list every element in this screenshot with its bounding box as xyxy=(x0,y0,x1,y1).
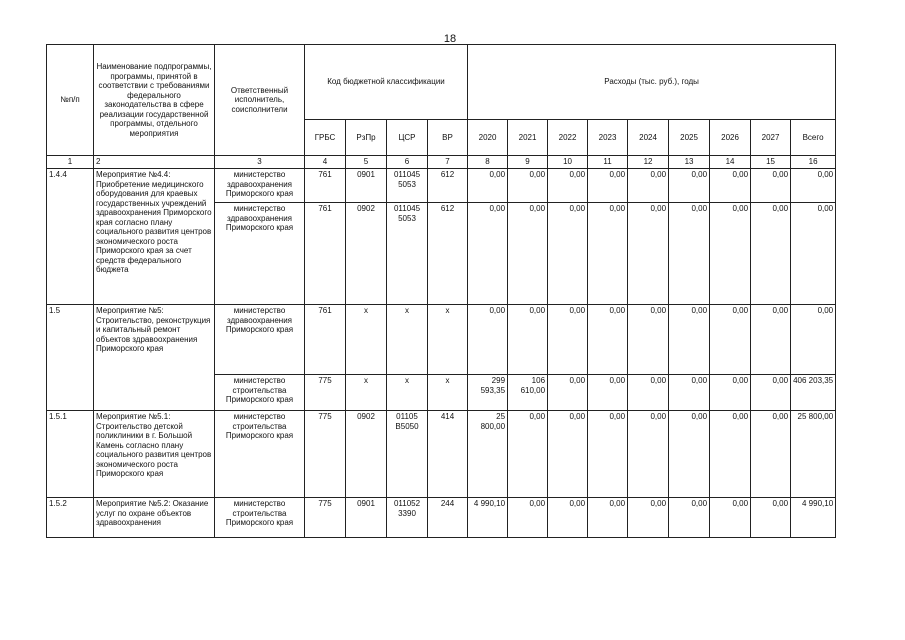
header-year: 2024 xyxy=(628,120,669,156)
row-total: 4 990,10 xyxy=(791,498,836,538)
row-rzpr: 0901 xyxy=(346,498,387,538)
row-value: 0,00 xyxy=(628,203,669,305)
row-value: 0,00 xyxy=(548,203,588,305)
row-value: 0,00 xyxy=(588,169,628,203)
row-executor: министерство строительства Приморского края xyxy=(215,411,305,498)
header-grbs: ГРБС xyxy=(305,120,346,156)
row-executor: министерство здравоохранения Приморского края xyxy=(215,169,305,203)
row-value: 0,00 xyxy=(548,169,588,203)
row-csr: 011045 5053 xyxy=(387,169,428,203)
column-number: 6 xyxy=(387,156,428,169)
row-rzpr: x xyxy=(346,305,387,375)
table-row xyxy=(47,498,836,538)
row-number: 1.4.4 xyxy=(47,169,94,305)
row-value: 0,00 xyxy=(669,498,710,538)
row-value: 0,00 xyxy=(628,375,669,411)
column-number: 7 xyxy=(428,156,468,169)
row-value: 0,00 xyxy=(669,375,710,411)
row-value: 4 990,10 xyxy=(468,498,508,538)
row-name: Мероприятие №5.1: Строительство детской поликлиники в г. Большой Камень согласно плану социального развития центров экономического роста Приморского края xyxy=(94,411,215,498)
header-expenses: Расходы (тыс. руб.), годы xyxy=(468,45,836,120)
column-number: 11 xyxy=(588,156,628,169)
header-csr: ЦСР xyxy=(387,120,428,156)
header-total: Всего xyxy=(791,120,836,156)
column-number: 12 xyxy=(628,156,669,169)
column-number: 8 xyxy=(468,156,508,169)
column-number: 1 xyxy=(47,156,94,169)
row-value: 25 800,00 xyxy=(468,411,508,498)
row-value: 0,00 xyxy=(669,203,710,305)
row-csr: 01105 В5050 xyxy=(387,411,428,498)
row-executor: министерство строительства Приморского края xyxy=(215,375,305,411)
row-value: 0,00 xyxy=(548,305,588,375)
row-rzpr: 0902 xyxy=(346,203,387,305)
row-vr: x xyxy=(428,305,468,375)
table-row xyxy=(47,169,836,203)
header-rzpr: РзПр xyxy=(346,120,387,156)
row-csr: x xyxy=(387,375,428,411)
row-value: 0,00 xyxy=(751,203,791,305)
row-total: 0,00 xyxy=(791,305,836,375)
row-grbs: 761 xyxy=(305,305,346,375)
row-csr: x xyxy=(387,305,428,375)
row-number: 1.5.1 xyxy=(47,411,94,498)
row-grbs: 775 xyxy=(305,411,346,498)
row-value: 0,00 xyxy=(751,305,791,375)
row-executor: министерство здравоохранения Приморского края xyxy=(215,305,305,375)
column-number: 13 xyxy=(669,156,710,169)
header-name: Наименование подпрограммы, программы, принятой в соответствии с требованиями федерального законодательства в сфере реализации государственной программы, отдельного мероприятия xyxy=(94,45,215,156)
row-number: 1.5.2 xyxy=(47,498,94,538)
row-value: 0,00 xyxy=(468,203,508,305)
row-executor: министерство строительства Приморского края xyxy=(215,498,305,538)
row-vr: 612 xyxy=(428,203,468,305)
row-value: 0,00 xyxy=(669,411,710,498)
row-csr: 011052 3390 xyxy=(387,498,428,538)
row-value: 0,00 xyxy=(710,305,751,375)
row-value: 0,00 xyxy=(751,375,791,411)
row-vr: x xyxy=(428,375,468,411)
table-row xyxy=(47,305,836,375)
row-rzpr: x xyxy=(346,375,387,411)
header-year: 2021 xyxy=(508,120,548,156)
row-csr: 011045 5053 xyxy=(387,203,428,305)
column-number: 10 xyxy=(548,156,588,169)
row-value: 0,00 xyxy=(751,169,791,203)
row-value: 0,00 xyxy=(588,498,628,538)
row-name: Мероприятие №5: Строительство, реконструкция и капитальный ремонт объектов здравоохранения Приморского края xyxy=(94,305,215,411)
row-value: 0,00 xyxy=(508,305,548,375)
row-total: 25 800,00 xyxy=(791,411,836,498)
row-value: 0,00 xyxy=(710,375,751,411)
row-value: 106 610,00 xyxy=(508,375,548,411)
row-value: 0,00 xyxy=(669,169,710,203)
row-value: 0,00 xyxy=(548,411,588,498)
header-no: №п/п xyxy=(47,45,94,156)
table-row xyxy=(47,411,836,498)
row-value: 0,00 xyxy=(710,169,751,203)
row-vr: 244 xyxy=(428,498,468,538)
row-grbs: 775 xyxy=(305,375,346,411)
row-grbs: 761 xyxy=(305,169,346,203)
column-number: 14 xyxy=(710,156,751,169)
column-number: 9 xyxy=(508,156,548,169)
row-value: 0,00 xyxy=(468,305,508,375)
row-value: 0,00 xyxy=(508,498,548,538)
header-vr: ВР xyxy=(428,120,468,156)
row-total: 0,00 xyxy=(791,169,836,203)
row-grbs: 775 xyxy=(305,498,346,538)
header-year: 2023 xyxy=(588,120,628,156)
row-vr: 414 xyxy=(428,411,468,498)
budget-table xyxy=(46,44,836,538)
row-value: 0,00 xyxy=(508,203,548,305)
row-grbs: 761 xyxy=(305,203,346,305)
header-year: 2020 xyxy=(468,120,508,156)
column-number-row xyxy=(47,156,836,169)
row-value: 0,00 xyxy=(710,203,751,305)
column-number: 15 xyxy=(751,156,791,169)
column-number: 4 xyxy=(305,156,346,169)
row-value: 0,00 xyxy=(548,375,588,411)
row-number: 1.5 xyxy=(47,305,94,411)
row-value: 0,00 xyxy=(508,411,548,498)
row-name: Мероприятие №5.2: Оказание услуг по охране объектов здравоохранения xyxy=(94,498,215,538)
row-value: 0,00 xyxy=(628,305,669,375)
row-value: 0,00 xyxy=(710,411,751,498)
header-year: 2022 xyxy=(548,120,588,156)
row-value: 0,00 xyxy=(628,169,669,203)
row-rzpr: 0901 xyxy=(346,169,387,203)
row-executor: министерство здравоохранения Приморского края xyxy=(215,203,305,305)
page-number: 18 xyxy=(443,33,457,45)
column-number: 3 xyxy=(215,156,305,169)
row-vr: 612 xyxy=(428,169,468,203)
row-value: 0,00 xyxy=(468,169,508,203)
row-value: 0,00 xyxy=(508,169,548,203)
column-number: 2 xyxy=(94,156,215,169)
row-name: Мероприятие №4.4: Приобретение медицинского оборудования для краевых государственных учреждений здравоохранения Приморского края согласно плану социального развития центров экономического роста Приморского края за счет средств федерального бюджета xyxy=(94,169,215,305)
header-year: 2026 xyxy=(710,120,751,156)
row-value: 0,00 xyxy=(751,498,791,538)
row-value: 0,00 xyxy=(588,203,628,305)
row-total: 0,00 xyxy=(791,203,836,305)
header-executor: Ответственный исполнитель, соисполнители xyxy=(215,45,305,156)
row-value: 0,00 xyxy=(628,411,669,498)
column-number: 5 xyxy=(346,156,387,169)
row-value: 0,00 xyxy=(588,375,628,411)
header-year: 2025 xyxy=(669,120,710,156)
row-value: 0,00 xyxy=(588,411,628,498)
header-year: 2027 xyxy=(751,120,791,156)
row-total: 406 203,35 xyxy=(791,375,836,411)
row-value: 299 593,35 xyxy=(468,375,508,411)
row-value: 0,00 xyxy=(628,498,669,538)
row-value: 0,00 xyxy=(710,498,751,538)
row-value: 0,00 xyxy=(588,305,628,375)
column-number: 16 xyxy=(791,156,836,169)
row-rzpr: 0902 xyxy=(346,411,387,498)
header-budget-code: Код бюджетной классификации xyxy=(305,45,468,120)
row-value: 0,00 xyxy=(751,411,791,498)
row-value: 0,00 xyxy=(669,305,710,375)
row-value: 0,00 xyxy=(548,498,588,538)
